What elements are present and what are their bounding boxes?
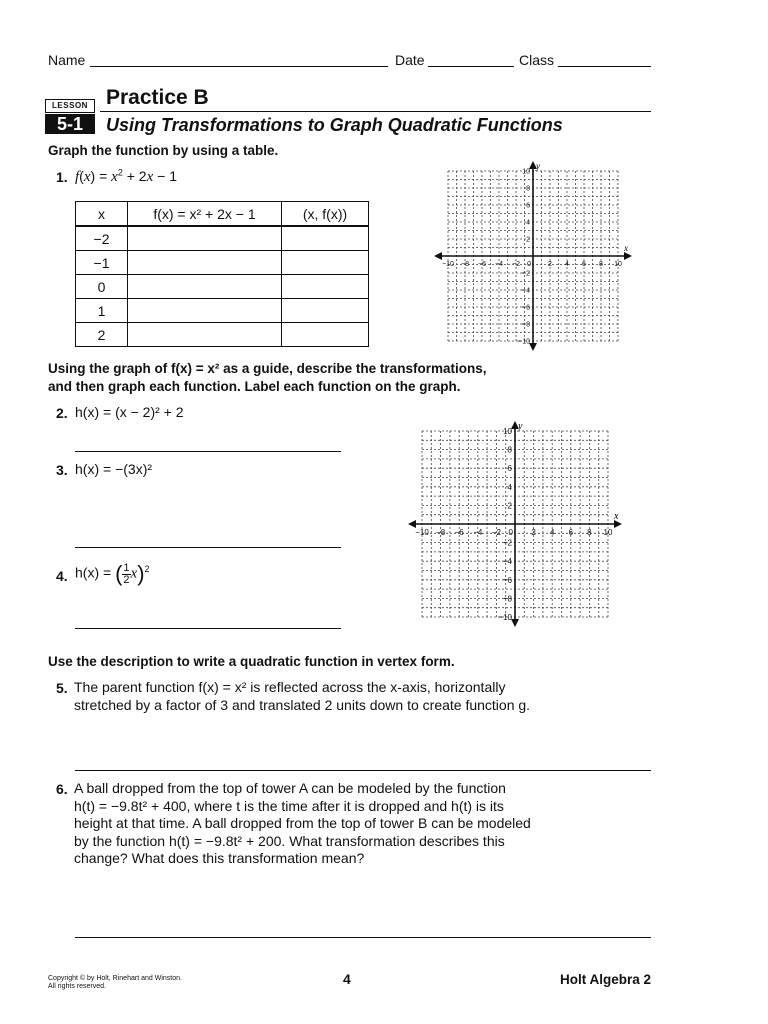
q4-function: h(x) = ( $\frac{1}{2}$ x)$^2$	[75, 561, 150, 586]
book-title: Holt Algebra 2	[559, 972, 651, 987]
y-axis-arrow-down	[511, 619, 519, 627]
x-tick-label: −6	[454, 528, 464, 537]
x-tick-label: −2	[491, 528, 501, 537]
page-title: Practice B	[106, 86, 209, 109]
x-tick-label: −6	[478, 261, 486, 268]
y-tick-label: 4	[507, 557, 512, 567]
table-cell-x: 1	[76, 299, 128, 323]
x-tick-label: 10	[603, 528, 613, 537]
copyright-line2: All rights reserved.	[48, 983, 106, 990]
table-cell-x: −2	[76, 226, 128, 251]
q1-function: $f(x) = x^2 + 2x - 1$	[75, 167, 177, 185]
y-tick-label: 2	[526, 236, 530, 244]
x-tick-label: 2	[548, 261, 552, 268]
q1-number: 1.	[56, 169, 68, 185]
table-cell-x: −1	[76, 251, 128, 275]
x-axis-arrow-left	[408, 520, 416, 528]
x-axis-label: x	[624, 243, 628, 253]
q3-number: 3.	[56, 462, 68, 478]
x-tick-label: −4	[495, 261, 503, 268]
x-tick-label: −4	[473, 528, 483, 537]
x-tick-label: 2	[531, 528, 536, 537]
x-tick-label: 4	[565, 261, 569, 268]
x-tick-label: 8	[587, 528, 592, 537]
x-tick-label: 0	[508, 528, 513, 537]
q6-text	[74, 780, 531, 868]
y-axis-label: y	[518, 421, 523, 432]
x-tick-label: −2	[512, 261, 520, 268]
table-cell-x: 0	[76, 275, 128, 299]
y-tick-label: 4	[526, 287, 530, 295]
q5-line2: stretched by a factor of 3 and translated 2 units down to create function g.	[74, 696, 531, 713]
q2-function: h(x) = (x − 2)² + 2	[75, 404, 184, 420]
table-cell-x: 2	[76, 323, 128, 347]
q6-line5: change? What does this transformation mean?	[74, 850, 365, 866]
page-subtitle: Using Transformations to Graph Quadratic Functions	[106, 115, 563, 135]
table-header-x: x	[76, 202, 128, 227]
x-tick-label: 8	[599, 261, 603, 268]
y-axis-label: y	[536, 161, 540, 171]
q5-number: 5.	[56, 680, 68, 696]
q4-number: 4.	[56, 568, 68, 584]
lesson-number: 5-1	[45, 114, 95, 134]
q6-number: 6.	[56, 781, 68, 797]
lesson-tag: LESSON	[45, 99, 95, 113]
q6-line2: h(t) = −9.8t² + 400, where t is the time after it is dropped and h(t) is its	[74, 797, 504, 814]
date-label: Date	[395, 52, 425, 68]
x-tick-label: −10	[442, 261, 454, 268]
name-label: Name	[48, 52, 86, 68]
copyright-line1: Copyright © by Holt, Rinehart and Winston.	[48, 975, 182, 982]
y-tick-label: 4	[507, 482, 512, 492]
y-tick-label: 8	[507, 445, 512, 455]
table-header-fx: f(x) = x² + 2x − 1	[128, 202, 282, 227]
y-tick-label: 10	[522, 338, 530, 346]
y-tick-label: 6	[526, 304, 530, 312]
x-tick-label: 6	[582, 261, 586, 268]
y-tick-label: 6	[507, 575, 512, 585]
q5-line1: The parent function f(x) = x² is reflected across the x-axis, horizontally	[74, 679, 506, 695]
section2-instruction-line2: and then graph each function. Label each function on the graph.	[48, 379, 461, 394]
q6-line1: A ball dropped from the top of tower A can be modeled by the function	[74, 780, 506, 796]
y-tick-label: 10	[522, 168, 530, 176]
x-tick-label: −8	[461, 261, 469, 268]
section1-instruction: Graph the function by using a table.	[48, 143, 279, 158]
q6-line3: height at that time. A ball dropped from the top of tower B can be modeled	[74, 815, 531, 831]
y-tick-label: 2	[507, 538, 512, 548]
y-tick-label: 6	[526, 202, 530, 210]
page-number: 4	[343, 971, 351, 987]
y-tick-label: 8	[526, 321, 530, 329]
y-tick-label: 8	[507, 594, 512, 604]
y-tick-label: 2	[526, 270, 530, 278]
q2-number: 2.	[56, 405, 68, 421]
y-tick-label: 4	[526, 219, 530, 227]
y-tick-label: 10	[503, 613, 512, 622]
table-header-pair: (x, f(x))	[282, 202, 369, 227]
y-tick-label: 2	[507, 501, 512, 511]
q5-answer-line[interactable]	[75, 770, 651, 771]
q6-line4: by the function h(t) = −9.8t² + 200. What transformation describes this	[74, 832, 505, 849]
x-axis-label: x	[614, 511, 619, 522]
q6-answer-line[interactable]	[75, 937, 651, 938]
q3-function: h(x) = −(3x)²	[75, 461, 153, 477]
y-tick-label: 10	[503, 427, 512, 436]
q5-text	[74, 679, 530, 714]
section3-instruction: Use the description to write a quadratic function in vertex form.	[48, 654, 455, 669]
x-tick-label: 10	[614, 261, 622, 268]
y-tick-label: 6	[507, 464, 512, 474]
section2-instruction-line1: Using the graph of f(x) = x² as a guide, describe the transformations,	[48, 361, 487, 376]
x-tick-label: −10	[415, 528, 429, 537]
x-tick-label: 0	[527, 261, 531, 268]
copyright	[48, 975, 182, 991]
x-tick-label: 6	[568, 528, 574, 537]
x-tick-label: 4	[549, 528, 555, 537]
class-label: Class	[519, 52, 555, 68]
x-tick-label: −8	[436, 528, 446, 537]
y-tick-label: 8	[526, 185, 530, 193]
